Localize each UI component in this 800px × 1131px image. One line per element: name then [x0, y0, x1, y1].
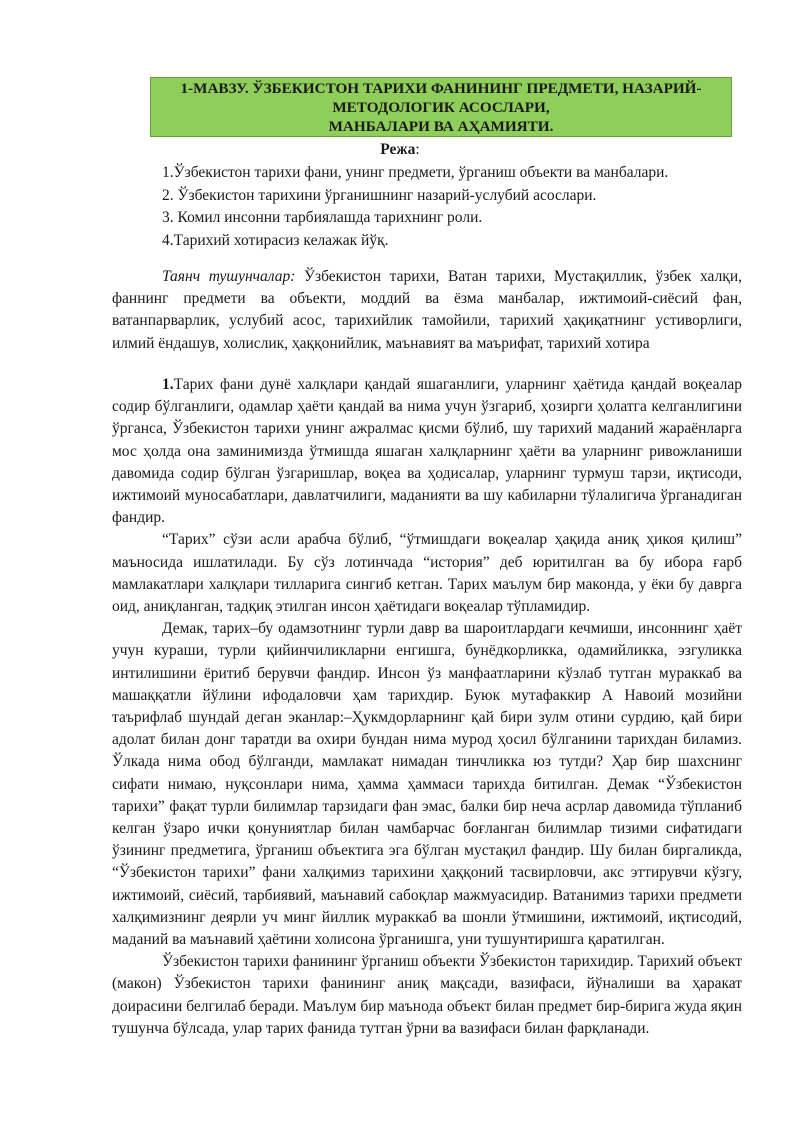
plan-heading — [0, 140, 800, 160]
section-1-paragraph-3: Демак, тарих–бу одамзотнинг турли давр ва шароитлардаги кечмиши, инсоннинг ҳаёт учун кураши, турли қийинчиликларни енгишга, бунёдкорликка, одамийликка, эзгуликка интилишини ёритиб берувчи фандир. Инсон ўз манфаатларини кўзлаб тутган мураккаб ва машаққатли йўлини ифодаловчи ҳам тарихдир. Буюк мутафаккир А Навоий мозийни таърифлаб шундай деган эканлар:–Ҳукмдорларнинг қай бири зулм отини сурдию, қай бири адолат билан донг таратди ва охири бундан нима мурод ҳосил бўлганини тарихдан биламиз. Ўлкада нима обод бўлганди, мамлакат нимадан тинчликка юз тутди? Ҳар бир шахснинг сифати нимаю, нуқсонлари нима, ҳамма ҳаммаси тарихда битилган. Демак “Ўзбекистон тарихи” фақат турли билимлар тарзидаги фан эмас, балки бир неча асрлар давомида тўпланиб келган ўзаро ички қонуниятлар билан чамбарчас боғланган билимлар тизими сифатидаги ўзининг предметига, ўрганиш объектига эга бўлган мустақил фандир. Шу билан биргаликда, “Ўзбекистон тарихи” фани халқимиз тарихини ҳаққоний тасвирловчи, акс эттирувчи кўзгу, ижтимоий, сиёсий, тарбиявий, маънавий сабоқлар мажмуасидир. Ватанимиз тарихи предмети халқимизнинг деярли уч минг йиллик мураккаб ва шонли ўтмишини, ижтимоий, иқтисодий, маданий ва маънавий ҳаётини холисона ўрганишга, уни тушунтиришга қаратилган. — [112, 620, 742, 949]
topic-title-line-2: МЕТОДОЛОГИК АСОСЛАРИ, — [332, 98, 550, 116]
key-concepts-paragraph — [112, 266, 742, 355]
plan-item: 3. Комил инсонни тарбиялашда тарихнинг роли. — [162, 209, 483, 226]
plan-heading-colon: : — [415, 141, 420, 158]
topic-title-line-3: МАНБАЛАРИ ВА АҲАМИЯТИ. — [328, 117, 554, 135]
plan-item: 1.Ўзбекистон тарихи фани, унинг предмети, ўрганиш объекти ва манбалари. — [162, 164, 669, 181]
key-concepts-block — [112, 266, 742, 355]
section-1-paragraph-4: Ўзбекистон тарихи фанининг ўрганиш объекти Ўзбекистон тарихидир. Тарихий объект (макон) Ўзбекистон тарихи фанининг аниқ мақсади, вазифаси, йўналиши ва ҳаракат доирасини белгилаб беради. Маълум бир маънода объект билан предмет бир-бирига жуда яқин тушунча бўлсада, улар тарих фанида тутган ўрни ва вазифаси билан фарқланади. — [112, 953, 742, 1037]
section-1-body — [112, 374, 742, 1040]
section-1-paragraph-1-text: Тарих фани дунё халқлари қандай яшаганлиги, уларнинг ҳаётида қандай воқеалар содир бўлганлиги, одамлар ҳаёти қандай ва нима учун ўзгариб, ҳозирги ҳолатга келганлигини ўрганса, Ўзбекистон тарихи унинг ажралмас қисми бўлиб, шу тарихий маданий жараёнларга мос ҳолда она заминимизда ўтмишда яшаган халқларнинг ҳаёти ва уларнинг ривожланиши давомида содир бўлган ўзгаришлар, воқеа ва ҳодисалар, уларнинг турмуш тарзи, иқтисоди, ижтимоий муносабатлари, давлатчилиги, маданияти ва шу кабиларни тўлалигича ўрганадиган фандир. — [112, 376, 742, 527]
key-concepts-label: Таянч тушунчалар: — [162, 268, 296, 285]
plan-item: 2. Ўзбекистон тарихини ўрганишнинг назарий-услубий асослари. — [162, 186, 597, 204]
section-1-number: 1. — [162, 376, 174, 393]
topic-title-line-1: 1-МАВЗУ. ЎЗБЕКИСТОН ТАРИХИ ФАНИНИНГ ПРЕДМЕТИ, НАЗАРИЙ- — [180, 79, 702, 97]
key-concepts-text: Ўзбекистон тарихи, Ватан тарихи, Мустақиллик, ўзбек халқи, фаннинг предмети ва объекти, моддий ва ёзма манбалар, ижтимоий-сиёсий фан, ватанпарварлик, услубий асос, тарихийлик тамойили, тарихий ҳақиқатнинг устиворлиги, илмий ёндашув, холислик, ҳаққонийлик, маънавият ва маърифат, тарихий хотира — [112, 268, 743, 352]
section-1-paragraph-1 — [112, 374, 742, 529]
plan-heading-label: Режа — [380, 141, 416, 158]
plan-list — [162, 162, 668, 252]
plan-item: 4.Тарихий хотирасиз келажак йўқ. — [162, 231, 389, 249]
section-1-paragraph-2: “Тарих” сўзи асли арабча бўлиб, “ўтмишдаги воқеалар ҳақида аниқ ҳикоя қилиш” маъносида ишлатилади. Бу сўз лотинчада “история” деб юритилган ва бу ибора ғарб мамлакатлари халқлари тилларига сингиб кетган. Тарих маълум бир маконда, у ёки бу даврга оид, аниқланган, тадқиқ этилган инсон ҳаётидаги воқеалар тўпламидир. — [112, 531, 742, 616]
topic-title-box — [150, 77, 732, 137]
